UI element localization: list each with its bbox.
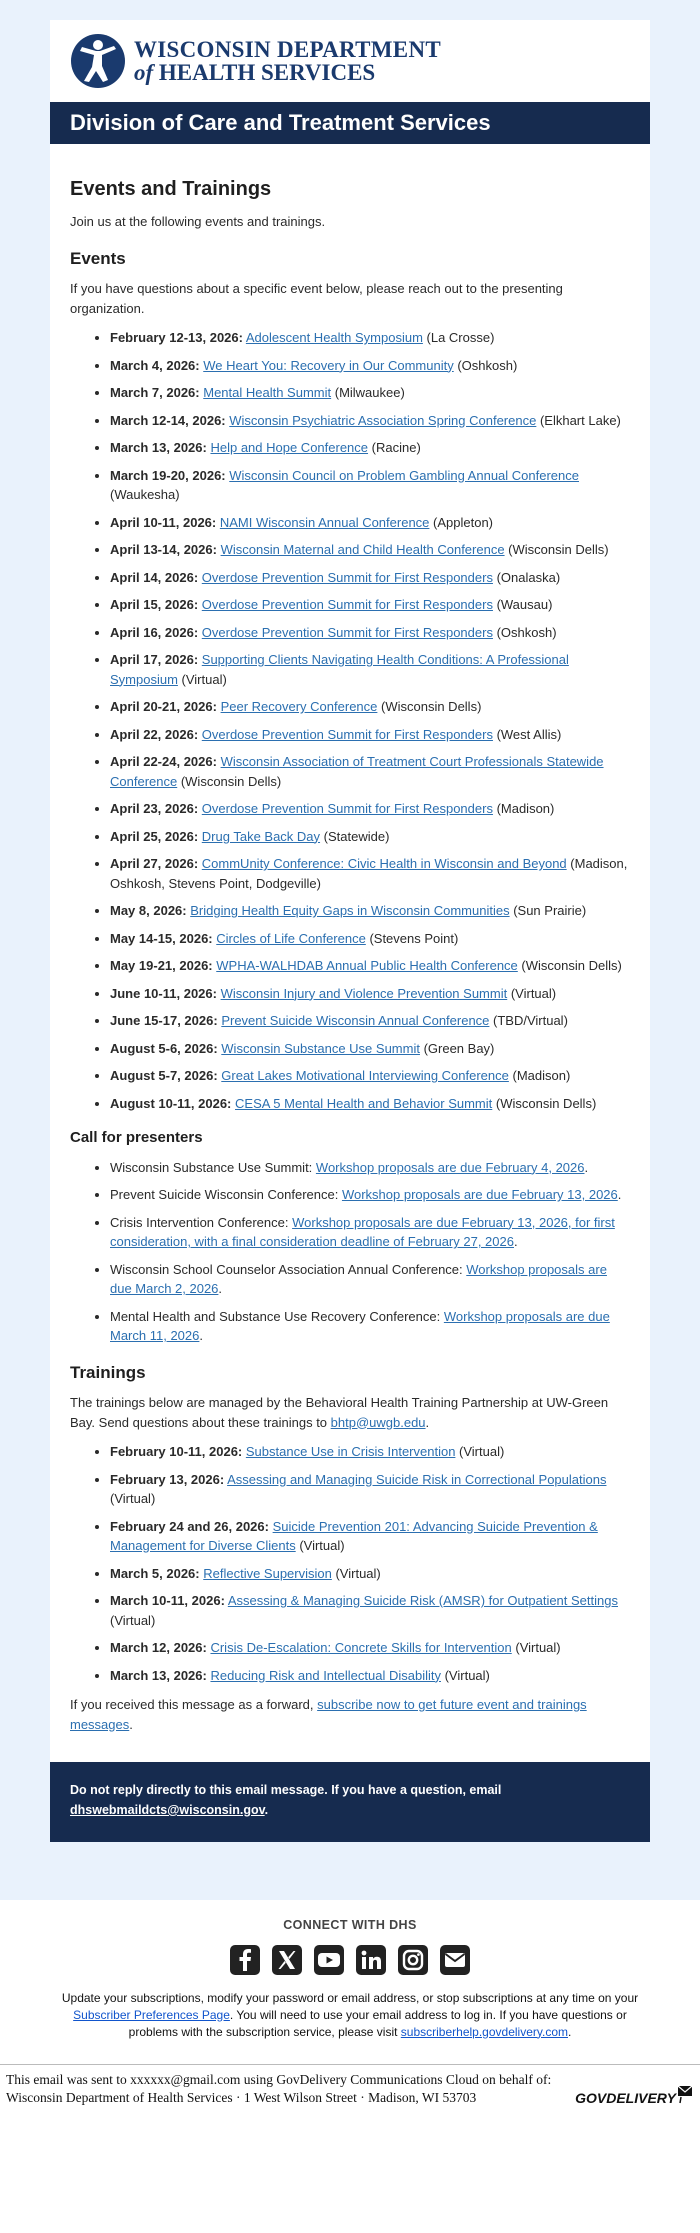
event-date: April 22, 2026: [110,726,199,742]
event-link[interactable]: Overdose Prevention Summit for First Responders [201,569,493,585]
event-date: April 22-24, 2026: [110,754,217,769]
no-reply-footer [50,1762,650,1842]
event-date: April 13-14, 2026: [110,542,217,557]
training-date: March 12, 2026: [110,1640,207,1655]
event-link[interactable]: Adolescent Health Symposium [245,330,423,345]
event-link[interactable]: Overdose Prevention Summit for First Responders [201,624,493,640]
event-link[interactable]: Great Lakes Motivational Interviewing Conference [221,1068,509,1083]
training-location: (Virtual) [455,1444,505,1459]
trainings-intro-end: . [425,1414,430,1430]
event-location: (Milwaukee) [331,385,405,400]
event-link[interactable]: Wisconsin Substance Use Summit [221,1040,420,1056]
sent-to-text: This email was sent to xxxxxx@gmail.com using GovDelivery Communications Cloud on behalf of: Wisconsin Department of Health Services · 1 West Wilson Street · Madison, WI 53703 [6,2072,552,2105]
event-link[interactable]: WPHA-WALHDAB Annual Public Health Conference [216,958,518,973]
presenter-proposal-link[interactable]: Workshop proposals are due March 11, 2026 [110,1308,610,1343]
event-item [110,383,630,403]
event-location: (Wisconsin Dells) [504,542,609,557]
presenter-end: . [617,1187,622,1202]
event-item [110,854,630,893]
event-item [110,725,630,745]
training-date: February 13, 2026: [110,1471,225,1487]
event-location: (La Crosse) [422,330,495,345]
event-location: (Virtual) [177,671,227,687]
intro-text: Join us at the following events and trainings. [70,214,326,229]
event-location: (Waukesha) [110,487,180,502]
event-date: May 14-15, 2026: [110,930,213,946]
event-item [110,411,630,431]
govdelivery-logo[interactable] [575,2084,694,2106]
event-link[interactable]: Prevent Suicide Wisconsin Annual Conference [221,1013,490,1028]
presenter-label: Prevent Suicide Wisconsin Conference: [110,1187,342,1202]
event-date: June 10-11, 2026: [110,985,217,1001]
event-link[interactable]: Peer Recovery Conference [220,699,378,714]
event-location: (Stevens Point) [365,930,459,946]
event-item [110,901,630,921]
event-item [110,328,630,348]
x-icon[interactable] [271,1944,303,1976]
subscriber-help-link[interactable]: subscriberhelp.govdelivery.com [400,2024,568,2039]
event-item [110,650,630,689]
event-date: April 17, 2026: [110,652,199,667]
training-item [110,1517,630,1556]
presenter-proposal-link[interactable]: Workshop proposals are due March 2, 2026 [110,1261,607,1296]
training-link[interactable]: Assessing and Managing Suicide Risk in Correctional Populations [227,1471,607,1487]
presenter-label: Wisconsin Substance Use Summit: [110,1159,316,1175]
training-link[interactable]: Reducing Risk and Intellectual Disability [210,1667,441,1683]
connect-title: CONNECT WITH DHS [283,1918,417,1932]
presenter-item [110,1260,630,1299]
logo-line-2 [134,61,441,84]
event-location: (Statewide) [320,828,390,844]
event-item [110,827,630,847]
training-location: (Virtual) [110,1491,156,1506]
training-link[interactable]: Suicide Prevention 201: Advancing Suicide Prevention & Management for Diverse Clients [110,1518,598,1553]
email-icon[interactable] [439,1944,471,1976]
event-link[interactable]: Drug Take Back Day [201,828,321,844]
event-link[interactable]: Mental Health Summit [203,385,332,400]
bhtp-email-link[interactable]: bhtp@uwgb.edu [330,1414,426,1430]
event-item [110,1066,630,1086]
training-link[interactable]: Assessing & Managing Suicide Risk (AMSR) for Outpatient Settings [227,1593,618,1608]
presenter-end: . [513,1234,518,1249]
connect-section [0,1900,700,2050]
event-item [110,1094,630,1114]
event-link[interactable]: CESA 5 Mental Health and Behavior Summit [235,1095,493,1111]
event-link[interactable]: Overdose Prevention Summit for First Responders [201,801,493,816]
manage-text-3: . [567,2024,572,2039]
event-date: May 19-21, 2026: [110,958,213,973]
event-date: August 10-11, 2026: [110,1095,232,1111]
govdelivery-footer [0,2064,700,2114]
event-date: June 15-17, 2026: [110,1013,218,1028]
event-date: March 13, 2026: [110,440,207,455]
email-card [50,20,650,1842]
event-link[interactable]: Wisconsin Maternal and Child Health Conference [220,542,505,557]
no-reply-text: Do not reply directly to this email message. If you have a question, email [70,1783,502,1797]
trainings-intro-text: The trainings below are managed by the Behavioral Health Training Partnership at UW-Green Bay. Send questions about these trainings to [70,1395,609,1430]
event-link[interactable]: Help and Hope Conference [210,440,369,455]
training-item [110,1666,630,1686]
training-link[interactable]: Crisis De-Escalation: Concrete Skills for Intervention [210,1640,512,1655]
event-link[interactable]: Wisconsin Council on Problem Gambling Annual Conference [229,467,579,483]
presenter-label: Wisconsin School Counselor Association Annual Conference: [110,1261,467,1277]
govdelivery-brand: GOVDELIVERY [575,2090,676,2107]
forward-note [70,1695,630,1734]
presenter-item [110,1213,630,1252]
page-title: Events and Trainings [70,178,272,200]
event-location: (Wausau) [492,597,553,612]
forward-text: If you received this message as a forward, [70,1697,318,1712]
social-icons [0,1944,700,1976]
dhs-logo[interactable] [50,20,650,102]
event-location: (Wisconsin Dells) [517,958,622,973]
presenters-heading: Call for presenters [70,1129,203,1146]
event-date: August 5-6, 2026: [110,1040,218,1056]
event-link[interactable]: NAMI Wisconsin Annual Conference [219,514,430,530]
event-link[interactable]: Wisconsin Association of Treatment Court Professionals Statewide Conference [110,754,604,789]
training-location: (Virtual) [331,1565,381,1581]
event-location: (Racine) [368,440,421,455]
event-location: (Oshkosh) [453,357,518,373]
event-location: (Appleton) [429,514,493,530]
event-location: (Oshkosh) [492,624,557,640]
event-link[interactable]: Bridging Health Equity Gaps in Wisconsin Communities [190,903,510,918]
training-location: (Virtual) [110,1612,156,1628]
event-item [110,697,630,717]
event-link[interactable]: Overdose Prevention Summit for First Responders [201,597,493,612]
event-item [110,513,630,533]
dcts-email-link[interactable]: dhswebmaildcts@wisconsin.gov [70,1803,265,1817]
presenter-end: . [199,1328,203,1343]
training-date: February 24 and 26, 2026: [110,1518,269,1534]
event-link[interactable]: Circles of Life Conference [216,930,366,946]
event-item [110,1039,630,1059]
event-item [110,956,630,976]
training-link[interactable]: Reflective Supervision [203,1565,332,1581]
facebook-icon[interactable] [229,1944,261,1976]
event-date: April 27, 2026: [110,856,199,871]
event-link[interactable]: Supporting Clients Navigating Health Conditions: A Professional Symposium [110,652,569,687]
event-location: (TBD/Virtual) [489,1013,568,1028]
presenter-label: Crisis Intervention Conference: [110,1214,293,1230]
event-item [110,540,630,560]
subscriber-preferences-link[interactable]: Subscriber Preferences Page [73,2007,230,2022]
presenter-item [110,1158,630,1178]
event-item [110,438,630,458]
manage-text-1: Update your subscriptions, modify your password or email address, or stop subscriptions at any time on your [61,1991,639,2005]
event-item [110,929,630,949]
training-location: (Virtual) [440,1667,490,1683]
event-item [110,595,630,615]
event-item [110,623,630,643]
event-link[interactable]: We Heart You: Recovery in Our Community [203,357,454,373]
event-date: March 12-14, 2026: [110,412,226,428]
subscribe-link[interactable]: subscribe now to get future event and trainings messages [70,1697,587,1732]
no-reply-end: . [264,1803,269,1817]
event-location: (Madison) [508,1068,571,1083]
event-location: (Green Bay) [419,1040,495,1056]
presenter-end: . [584,1159,589,1175]
event-item [110,1011,630,1031]
govdelivery-envelope-icon [676,2084,694,2106]
event-date: March 7, 2026: [110,385,200,400]
manage-text-2: . You will need to use your email address to log in. If you have questions or problems with the subscription service, please visit [128,2007,627,2039]
training-date: March 13, 2026: [110,1667,207,1683]
events-intro: If you have questions about a specific event below, please reach out to the presenting organization. [70,281,563,316]
event-date: August 5-7, 2026: [110,1068,218,1083]
dhs-emblem-icon [70,33,126,89]
presenter-item [110,1185,630,1205]
dhs-logo-text [134,38,441,84]
presenter-item [110,1307,630,1346]
event-date: April 16, 2026: [110,624,199,640]
event-item [110,466,630,505]
presenters-list [70,1158,630,1346]
trainings-list [70,1442,630,1685]
subscription-management-text [0,1990,700,2040]
event-item [110,984,630,1004]
training-item [110,1442,630,1462]
training-location: (Virtual) [511,1640,561,1655]
training-item [110,1591,630,1630]
forward-end: . [129,1716,133,1732]
presenter-label: Mental Health and Substance Use Recovery Conference: [110,1308,444,1324]
event-date: April 14, 2026: [110,569,199,585]
training-item [110,1470,630,1509]
event-item [110,356,630,376]
linkedin-icon[interactable] [355,1944,387,1976]
event-date: April 15, 2026: [110,597,199,612]
event-location: (Wisconsin Dells) [177,773,282,789]
training-date: March 10-11, 2026: [110,1593,225,1608]
event-date: April 10-11, 2026: [110,514,217,530]
event-item [110,752,630,791]
youtube-icon[interactable] [313,1944,345,1976]
event-date: February 12-13, 2026: [110,330,243,345]
instagram-icon[interactable] [397,1944,429,1976]
event-location: (Madison) [492,801,555,816]
event-location: (Elkhart Lake) [536,412,621,428]
event-location: (West Allis) [492,726,562,742]
logo-of: of [134,60,154,85]
event-date: March 4, 2026: [110,357,200,373]
trainings-heading: Trainings [70,1362,146,1382]
event-location: (Virtual) [507,985,557,1001]
event-link[interactable]: Wisconsin Psychiatric Association Spring Conference [229,412,537,428]
event-location: (Wisconsin Dells) [377,699,482,714]
event-item [110,799,630,819]
training-link[interactable]: Substance Use in Crisis Intervention [245,1444,456,1459]
event-location: (Wisconsin Dells) [492,1095,597,1111]
training-location: (Virtual) [295,1538,345,1553]
event-date: April 25, 2026: [110,828,199,844]
event-location: (Madison, Oshkosh, Stevens Point, Dodgeville) [110,856,628,891]
training-item [110,1638,630,1658]
event-date: April 23, 2026: [110,801,199,816]
events-heading: Events [70,248,126,268]
trainings-intro [70,1393,630,1432]
email-content [50,144,650,1762]
training-date: February 10-11, 2026: [110,1444,243,1459]
presenter-proposal-link[interactable]: Workshop proposals are due February 4, 2026 [315,1159,585,1175]
training-item [110,1564,630,1584]
presenter-proposal-link[interactable]: Workshop proposals are due February 13, 2026, for first consideration, with a final consideration deadline of February 27, 2026 [110,1214,615,1249]
event-date: May 8, 2026: [110,903,187,918]
logo-health-services: HEALTH SERVICES [158,60,376,85]
event-date: April 20-21, 2026: [110,699,217,714]
event-location: (Sun Prairie) [509,903,587,918]
event-link[interactable]: Wisconsin Injury and Violence Prevention Summit [220,985,508,1001]
event-item [110,568,630,588]
presenter-proposal-link[interactable]: Workshop proposals are due February 13, 2026 [341,1187,618,1202]
event-link[interactable]: Overdose Prevention Summit for First Responders [201,726,493,742]
division-banner: Division of Care and Treatment Services [50,102,650,144]
presenter-end: . [218,1281,223,1296]
event-date: March 19-20, 2026: [110,467,226,483]
event-link[interactable]: CommUnity Conference: Civic Health in Wisconsin and Beyond [201,856,567,871]
event-location: (Onalaska) [492,569,561,585]
logo-line-1: WISCONSIN DEPARTMENT [134,37,441,62]
training-date: March 5, 2026: [110,1565,200,1581]
events-list [70,328,630,1113]
